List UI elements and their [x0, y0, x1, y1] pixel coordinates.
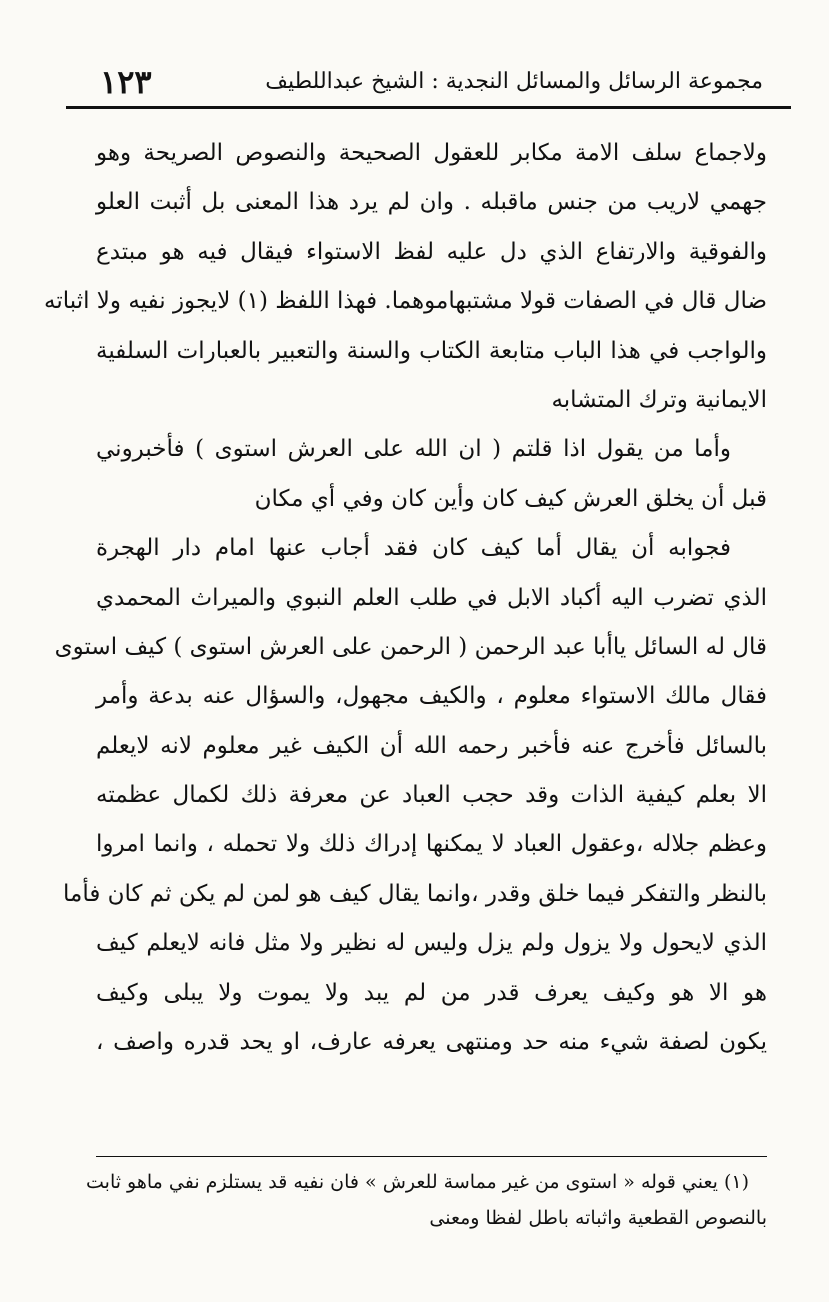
text-line: قال له السائل ياأبا عبد الرحمن ( الرحمن على العرش استوى ) كيف استوى [54, 633, 767, 660]
text-line: والواجب في هذا الباب متابعة الكتاب والسنة والتعبير بالعبارات السلفية [96, 337, 767, 364]
footnotes [86, 1164, 767, 1236]
text-line: وعظم جلاله ،وعقول العباد لا يمكنها إدراك ذلك ولا تحمله ، وانما امروا [96, 831, 767, 858]
text-line: بالسائل فأخرج عنه فأخبر رحمه الله أن الكيف غير معلوم لانه لايعلم [96, 732, 767, 759]
footnote-line: بالنصوص القطعية واثباته باطل لفظا ومعنى [429, 1207, 767, 1229]
footnote-line: (١) يعني قوله « استوى من غير مماسة للعرش » فان نفيه قد يستلزم نفي ماهو ثابت [86, 1171, 749, 1193]
text-line: الذي لايحول ولا يزول ولم يزل وليس له نظير ولا مثل فانه لايعلم كيف [96, 930, 767, 957]
text-line: ولاجماع سلف الامة مكابر للعقول الصحيحة والنصوص الصريحة وهو [96, 140, 767, 166]
running-title: مجموعة الرسائل والمسائل النجدية : الشيخ عبداللطيف [265, 69, 763, 94]
text-line: فقال مالك الاستواء معلوم ، والكيف مجهول، والسؤال عنه بدعة وأمر [96, 683, 767, 710]
footnote-rule [96, 1156, 767, 1157]
text-line: والفوقية والارتفاع الذي دل عليه لفظ الاستواء فيقال فيه هو مبتدع [96, 238, 767, 265]
text-line: قبل أن يخلق العرش كيف كان وأين كان وفي أي مكان [254, 485, 767, 512]
text-line: بالنظر والتفكر فيما خلق وقدر ،وانما يقال كيف هو لمن لم يكن ثم كان فأما [63, 880, 767, 907]
text-line: وأما من يقول اذا قلتم ( ان الله على العرش استوى ) فأخبروني [96, 436, 731, 463]
text-line: ضال قال في الصفات قولا مشتبهاموهما. فهذا اللفظ (١) لايجوز نفيه ولا اثباته [44, 288, 767, 315]
main-text [44, 129, 767, 1067]
text-line: الذي تضرب اليه أكباد الابل في طلب العلم النبوي والميراث المحمدي [96, 584, 767, 611]
text-line: يكون لصفة شيء منه حد ومنتهى يعرفه عارف، او يحد قدره واصف ، [96, 1029, 767, 1056]
text-line: الا بعلم كيفية الذات وقد حجب العباد عن معرفة ذلك لكمال عظمته [96, 782, 767, 809]
page-number: ١٢٣ [100, 63, 152, 101]
text-line: جهمي لاريب من جنس ماقبله . وان لم يرد هذا المعنى بل أثبت العلو [96, 189, 767, 216]
text-line: الايمانية وترك المتشابه [551, 386, 767, 413]
header-rule [66, 106, 791, 109]
running-header [96, 52, 767, 102]
text-line: هو الا هو وكيف يعرف قدر من لم يبد ولا يموت ولا يبلى وكيف [96, 979, 767, 1006]
text-line: فجوابه أن يقال أما كيف كان فقد أجاب عنها امام دار الهجرة [96, 535, 731, 562]
